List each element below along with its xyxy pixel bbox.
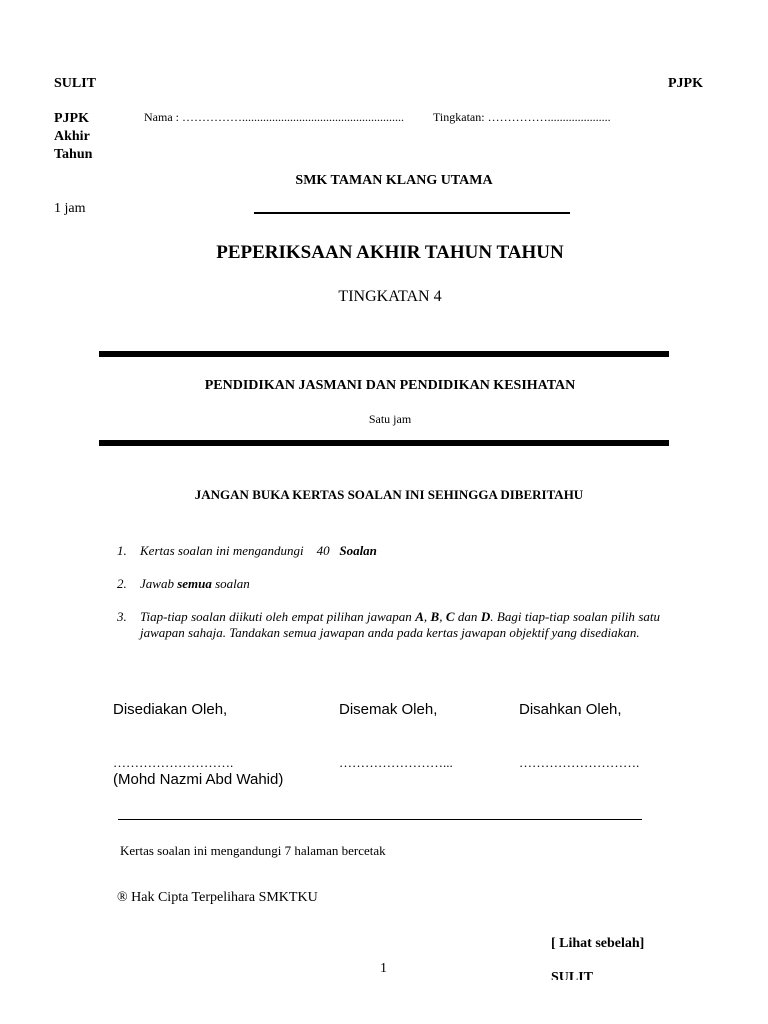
preparer-name: (Mohd Nazmi Abd Wahid) — [113, 771, 284, 788]
instruction-text: Kertas soalan ini mengandungi 40 Soalan — [140, 543, 377, 558]
pages-note: Kertas soalan ini mengandungi 7 halaman bercetak — [120, 843, 386, 858]
name-field: Nama : ……………...................................................... — [144, 110, 404, 124]
duration-label: 1 jam — [54, 201, 86, 216]
see-next-page: [ Lihat sebelah] — [551, 936, 645, 951]
footer-rule — [118, 819, 642, 820]
form-field: Tingkatan: ……………..................... — [433, 110, 611, 124]
subject-code: PJPK — [54, 111, 89, 126]
subject-duration: Satu jam — [368, 412, 412, 426]
form-level: TINGKATAN 4 — [338, 288, 442, 305]
header-pjpk: PJPK — [668, 76, 703, 91]
approved-by-label: Disahkan Oleh, — [519, 701, 622, 718]
instruction-item — [117, 609, 660, 659]
page-number: 1 — [380, 961, 387, 976]
top-thick-rule — [99, 351, 669, 357]
exam-title: PEPERIKSAAN AKHIR TAHUN TAHUN — [216, 242, 564, 263]
warning-text: JANGAN BUKA KERTAS SOALAN INI SEHINGGA DIBERITAHU — [194, 487, 584, 502]
bottom-sulit: SULIT — [551, 970, 594, 980]
instruction-text: Tiap-tiap soalan diikuti oleh empat pilihan jawapan A, B, C dan D. Bagi tiap-tiap soalan pilih satu jawapan sahaja. Tandakan semua jawapan anda pada kertas jawapan objektif yang disediakan. — [140, 609, 661, 640]
instruction-number: 2. — [117, 576, 127, 591]
instruction-text: Jawab semua soalan — [140, 576, 250, 591]
instruction-number: 1. — [117, 543, 127, 558]
prepared-by-label: Disediakan Oleh, — [113, 701, 228, 718]
school-underline — [254, 212, 570, 214]
header-sulit: SULIT — [54, 76, 97, 91]
checked-signature-line: ……………………... — [339, 755, 453, 770]
subject-title: PENDIDIKAN JASMANI DAN PENDIDIKAN KESIHATAN — [204, 378, 576, 393]
approved-signature-line: ………………………. — [519, 755, 640, 770]
checked-by-label: Disemak Oleh, — [339, 701, 438, 718]
bottom-thick-rule — [99, 440, 669, 446]
prepared-signature-line: ………………………. — [113, 755, 234, 770]
subject-code-line2: Akhir — [54, 129, 90, 144]
copyright-notice: ® Hak Cipta Terpelihara SMKTKU — [117, 890, 318, 905]
subject-code-line3: Tahun — [54, 147, 93, 162]
instruction-number: 3. — [117, 609, 127, 624]
school-name: SMK TAMAN KLANG UTAMA — [295, 173, 493, 188]
